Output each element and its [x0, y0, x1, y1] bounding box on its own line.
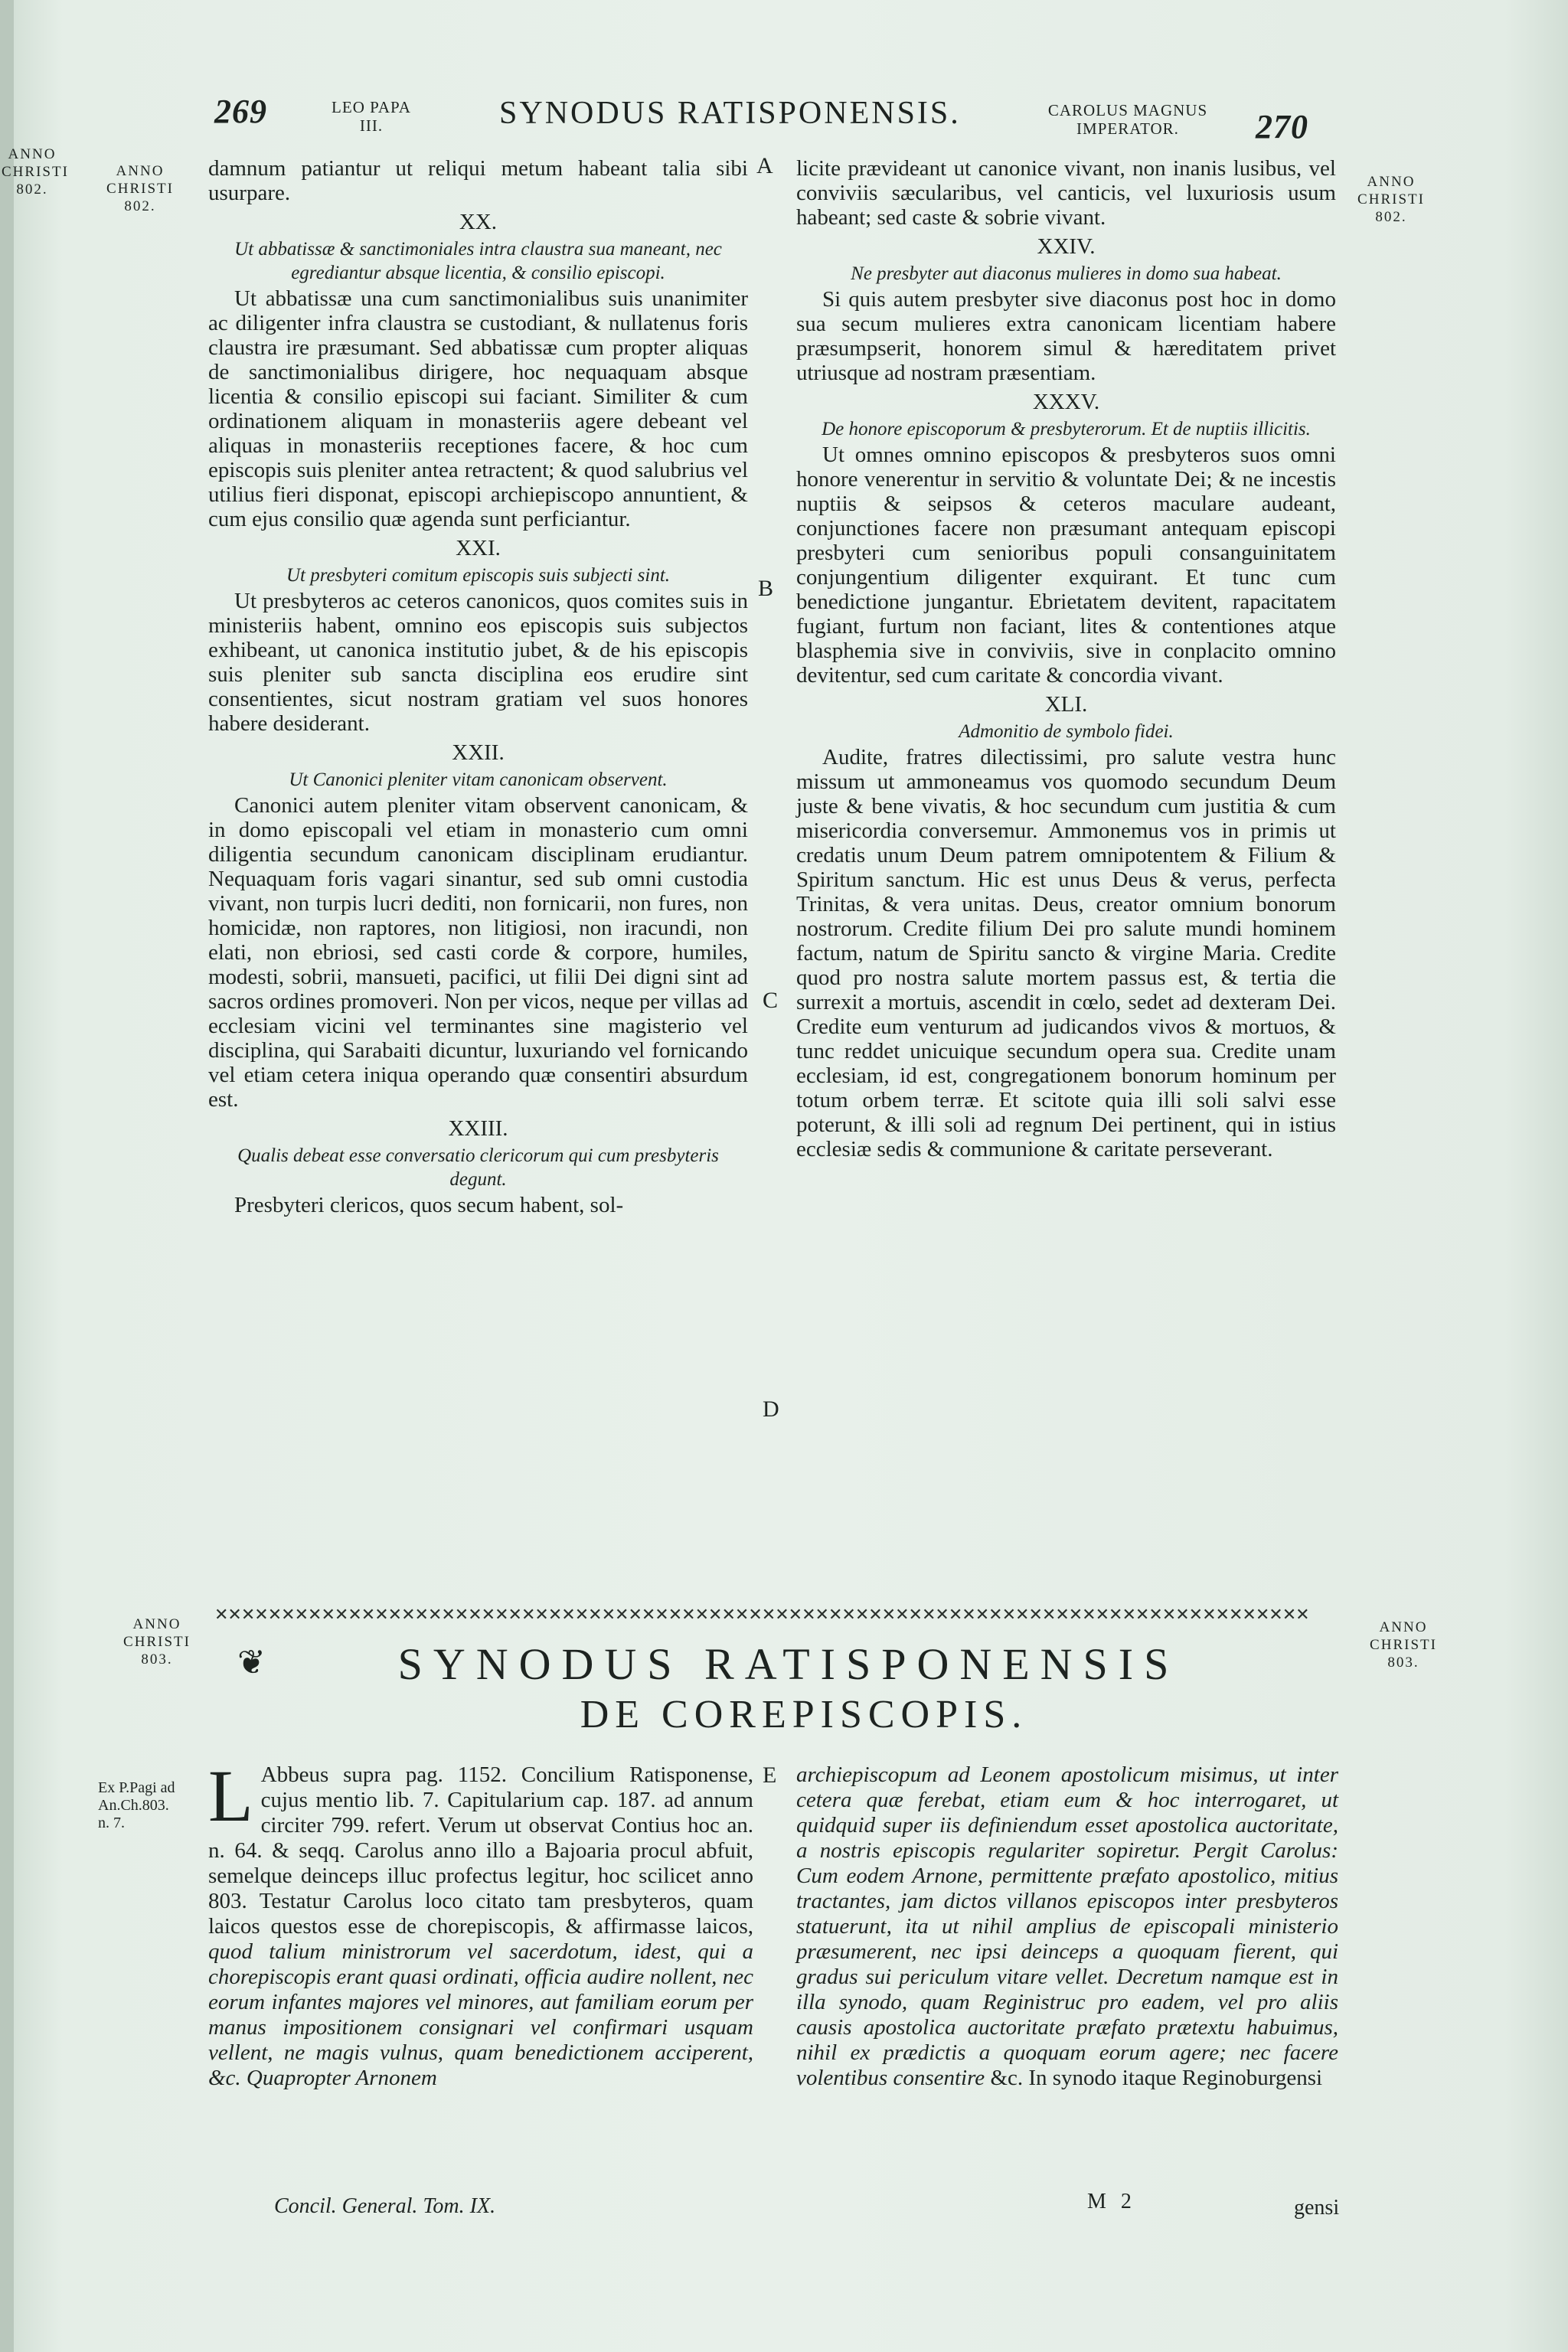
margin-word: CHRISTI	[1370, 1637, 1437, 1653]
footer-source: Concil. General. Tom. IX.	[274, 2194, 496, 2218]
running-head-pope	[329, 98, 413, 135]
margin-word: ANNO	[8, 146, 57, 162]
chapter-title-20: Ut abbatissæ & sanctimoniales intra claustra sua maneant, nec egrediantur absque licentia, & consilio episcopi.	[234, 239, 722, 283]
margin-word: ANNO	[132, 1616, 181, 1632]
fleuron-icon: ❦	[237, 1644, 266, 1681]
source-note-line: Ex P.Pagi ad	[98, 1779, 175, 1796]
running-head-emperor	[1032, 101, 1223, 138]
pope-name: LEO PAPA	[332, 98, 411, 116]
bottom-left-quote: quod talium ministrorum vel sacerdotum, idest, qui a chorepiscopis erant quasi ordinati, officia audire nollent, nec eorum infantes majores vel minores, aut familiam eorum per manus impositionem consignari vel confirmari usquam vellent, ne magis vulnus, quam benedictionem acciperent, &c. Quapropter Arnonem	[208, 1939, 753, 2090]
chapter-title-23: Qualis debeat esse conversatio clericorum qui cum presbyteris degunt.	[237, 1145, 719, 1190]
chapter-text-41: Audite, fratres dilectissimi, pro salute vestra hunc missum ut ammoneamus vos quomodo secundum Deum juste & bene vivatis, & hoc secundum cum justitia & cum misericordia conversemur. Ammonemus vos in primis ut credatis unum Deum patrem omnipotentem & Filium & Spiritum sanctum. Hic est unus Deus & verus, perfecta Trinitas, & vera unitas. Deus, creator omnium bonorum nostrorum. Credite filium Dei pro salute mundi hominem factum, natum de Spiritu sancto & virgine Maria. Credite quod pro nostra salute mortem passus est, & tertia die surrexit a mortuis, ascendit in cœlo, sedet ad dexteram Dei. Credite eum venturum ad judicandos vivos & mortuos, & tunc reddet unicuique secundum opera sua. Credite unam ecclesiam, id est, congregationem bonorum hominum per totum orbem terræ. Et scitote quia illi soli salvi esse poterunt, & illi soli ad regnum Dei pertinent, qui in istius ecclesiæ sedis & communione & caritate perseverant.	[796, 745, 1336, 1161]
chapter-number-22: XXII.	[452, 740, 505, 765]
source-note-line: An.Ch.803.	[98, 1797, 169, 1814]
margin-word: 802.	[124, 198, 156, 214]
margin-word: 802.	[1375, 209, 1407, 225]
chapter-text-23: Presbyteri clericos, quos secum habent, sol-	[234, 1193, 624, 1217]
chapter-title-35: De honore episcoporum & presbyterorum. Et de nuptiis illicitis.	[822, 419, 1311, 439]
catchword: gensi	[1294, 2196, 1340, 2220]
bottom-right-text: &c. In synodo itaque Reginoburgensi	[990, 2066, 1323, 2090]
running-title: SYNODUS RATISPONENSIS.	[499, 96, 961, 131]
bottom-right-column	[796, 1762, 1338, 2091]
source-note-line: n. 7.	[98, 1815, 125, 1831]
section-subtitle: DE COREPISCOPIS.	[580, 1693, 1028, 1736]
drop-capital: L	[208, 1755, 253, 1837]
bottom-left-column	[208, 1755, 753, 2091]
ornamental-border: ✕✕✕✕✕✕✕✕✕✕✕✕✕✕✕✕✕✕✕✕✕✕✕✕✕✕✕✕✕✕✕✕✕✕✕✕✕✕✕✕✕✕✕✕✕✕✕✕✕✕✕✕✕✕✕✕✕✕✕✕✕✕✕✕✕✕✕✕✕✕✕✕✕✕✕✕✕✕✕✕✕✕	[214, 1605, 1309, 1623]
chapter-number-41: XLI.	[1044, 692, 1088, 717]
source-note	[98, 1779, 213, 1832]
section-letter-c: C	[763, 988, 779, 1013]
pope-number: III.	[359, 116, 384, 135]
page-number-left: 269	[214, 93, 267, 130]
chapter-text-22: Canonici autem pleniter vitam observent canonicam, & in domo episcopali vel etiam in monasterio cum omni diligentia secundum canonicam disciplinam erudiantur. Nequaquam foris vagari sinantur, sed sub omni custodia vivant, non turpis lucri dediti, non fornicarii, non fures, non homicidæ, non raptores, non litigiosi, non iracundi, non elati, non ebriosi, sed casti corde & corpore, humiles, modesti, sobrii, mansueti, pacifici, ut filii Dei digni sint ad sacros ordines promoveri. Non per vicos, neque per villas ad ecclesiam vicini vel terminantes sine magisterio vel disciplina, qui Sarabaiti dicuntur, luxuriando vel fornicando vel etiam cetera iniqua operando quæ consentiri absurdum est.	[208, 793, 748, 1112]
signature-mark: M 2	[1087, 2190, 1136, 2213]
chapter-number-21: XXI.	[456, 536, 501, 560]
margin-word: ANNO	[1379, 1619, 1428, 1635]
margin-word: ANNO	[1367, 174, 1416, 190]
chapter-number-20: XX.	[459, 210, 498, 234]
margin-year-far-left	[2, 145, 69, 198]
margin-word: CHRISTI	[106, 181, 174, 197]
right-column	[796, 156, 1336, 1161]
bottom-left-text: Abbeus supra pag. 1152. Concilium Ratisponense, cujus mentio lib. 7. Capitularium cap. 187. ad annum circiter 799. refert. Verum ut observat Contius hoc an. n. 64. & seqq. Carolus anno illo a Bajoaria procul abfuit, semelque deinceps illuc profectus legitur, hoc scilicet anno 803. Testatur Carolus loco citato tam presbyteros, quam laicos questos esse de chorepiscopis, & affirmasse laicos,	[208, 1762, 753, 1939]
emperor-title: IMPERATOR.	[1076, 119, 1179, 138]
margin-word: 803.	[141, 1651, 173, 1668]
margin-year-lower-left	[107, 1615, 207, 1668]
margin-word: CHRISTI	[123, 1634, 191, 1650]
chapter-title-41: Admonitio de symbolo fidei.	[959, 721, 1174, 742]
emperor-name: CAROLUS MAGNUS	[1047, 101, 1208, 119]
section-letter-e: E	[763, 1762, 777, 1788]
right-intro-text: licite prævideant ut canonice vivant, non inanis lusibus, vel conviviis sæcularibus, vel canticis, vel luxuriosis usum habeant; sed caste & sobrie vivant.	[796, 156, 1336, 230]
margin-word: CHRISTI	[1357, 191, 1425, 207]
margin-word: ANNO	[116, 163, 165, 179]
chapter-number-35: XXXV.	[1032, 390, 1100, 414]
chapter-number-23: XXIII.	[448, 1116, 508, 1141]
section-letter-d: D	[763, 1396, 779, 1422]
page-number-right: 270	[1256, 108, 1308, 145]
chapter-title-24: Ne presbyter aut diaconus mulieres in domo sua habeat.	[851, 263, 1282, 284]
margin-year-left	[90, 162, 190, 215]
chapter-number-24: XXIV.	[1037, 234, 1096, 259]
chapter-title-22: Ut Canonici pleniter vitam canonicam observent.	[289, 769, 668, 790]
section-title: SYNODUS RATISPONENSIS	[397, 1639, 1180, 1689]
section-letter-a: A	[756, 153, 773, 178]
margin-word: CHRISTI	[2, 164, 69, 180]
bottom-right-quote: archiepiscopum ad Leonem apostolicum misimus, ut inter cetera quæ ferebat, etiam eum & hoc interrogaret, ut quidquid super iis definiendum esset apostolica auctoritate, a nostris episcopis regulariter sopiretur. Pergit Carolus: Cum eodem Arnone, permittente præfato apostolico, mitius tractantes, jam dictos villanos episcopos inter presbyteros statuerunt, ita ut nihil amplius de episcopali ministerio præsumerent, nec ipsi deinceps a quoquam fierent, qui gradus sui periculum vitare vellet. Decretum namque est in illa synodo, quam Reginistruc pro eadem, vel pro aliis causis apostolica auctoritate præfato prætextu habuimus, nihil ex prædictis a quoquam eorum agere; nec facere volentibus consentire	[796, 1762, 1338, 2090]
chapter-text-20: Ut abbatissæ una cum sanctimonialibus suis unanimiter ac diligenter infra claustra se custodiant, & nullatenus foris claustra ire præsumant. Sed abbatissæ cum propter aliquas de sanctimonialibus dirigere, hoc nequaquam absque licentia & consilio episcopi sui faciant. Similiter & cum ordinationem aliquam in monasteriis agere debeant vel aliquas in monasteriis receptiones facere, & hoc cum episcopis suis pleniter antea retractent; & quod salubrius vel utilius fieri disponat, episcopi archiepiscopo annuntient, & cum ejus consilio quæ agenda sunt perficiantur.	[208, 286, 748, 531]
chapter-title-21: Ut presbyteri comitum episcopis suis subjecti sint.	[286, 565, 671, 586]
chapter-text-35: Ut omnes omnino episcopos & presbyteros suos omni honore venerentur in servitio & voluntate Dei; & ne incestis nuptiis & seipsos & ceteros maculare audeant, conjunctiones facere non præsumant antequam episcopi presbyteri cum senioribus populi consanguinitatem conjungentium diligenter exquirant. Et tunc cum benedictione jungantur. Ebrietatem devitent, rapacitatem fugiant, furtum non faciant, lites & contentiones atque blasphemia sive in conviviis, sive in conplacito omnino devitentur, sed cum caritate & concordia vivant.	[796, 443, 1336, 688]
chapter-text-24: Si quis autem presbyter sive diaconus post hoc in domo sua secum mulieres extra canonicam licentiam habere præsumpserit, honorem simul & hæreditatem privet utriusque ad nostram præsentiam.	[796, 287, 1336, 385]
margin-year-right	[1341, 173, 1441, 226]
left-column	[208, 156, 748, 1217]
book-spine-shadow	[0, 0, 14, 2352]
section-letter-b: B	[758, 576, 774, 601]
chapter-text-21: Ut presbyteros ac ceteros canonicos, quos comites suis in ministeriis habent, omnino eos episcopis suis subjectos exhibeant, ut canonica institutio jubet, & de his episcopis suis pleniter sub sancta disciplina eos erudire sint consentientes, sicut nostram gratiam vel suos honores habere desiderant.	[208, 589, 748, 736]
left-intro-text: damnum patiantur ut reliqui metum habeant talia sibi usurpare.	[208, 156, 748, 205]
margin-year-lower-right	[1354, 1619, 1453, 1671]
margin-word: 803.	[1387, 1655, 1419, 1671]
margin-word: 802.	[16, 181, 48, 198]
